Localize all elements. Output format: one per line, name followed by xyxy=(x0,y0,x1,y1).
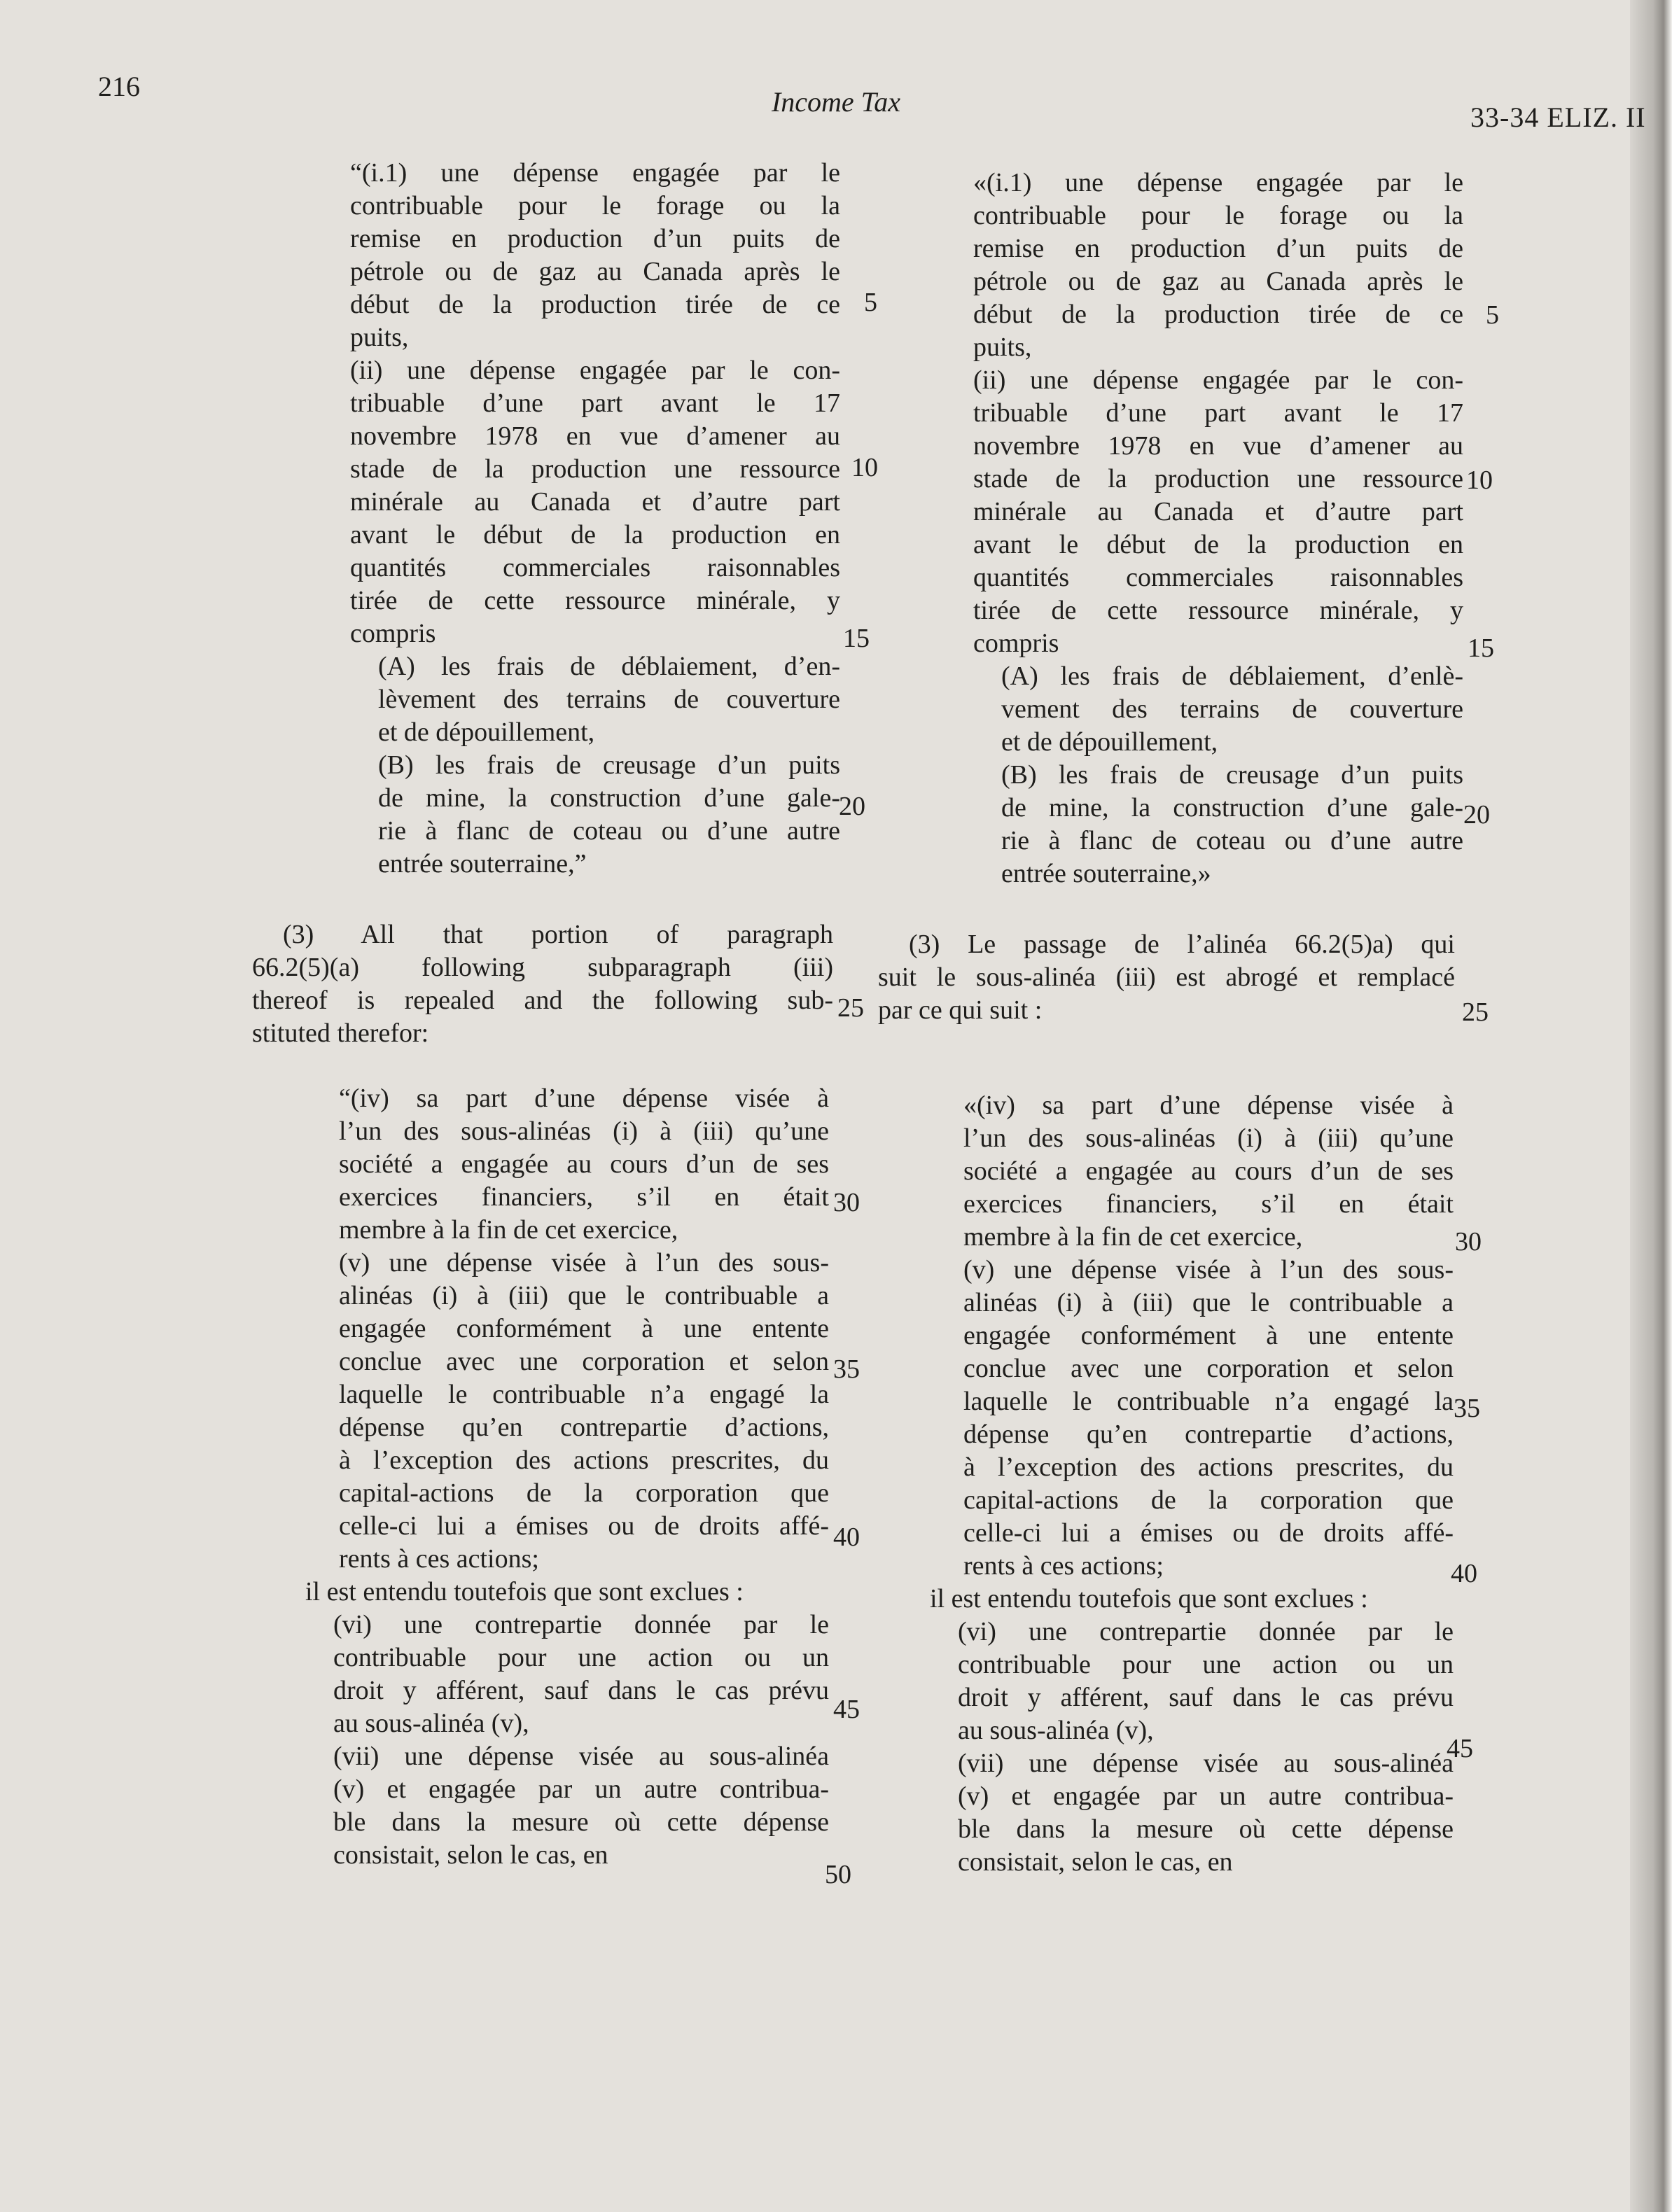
english-subparagraph-i1 xyxy=(350,157,840,881)
text-line: capital-actions de la corporation que xyxy=(963,1485,1454,1515)
french-paragraph-3 xyxy=(878,928,1455,1027)
text-line: (v) une dépense visée à l’un des sous- xyxy=(963,1255,1454,1284)
text-line: début de la production tirée de ce xyxy=(350,290,840,319)
text-line: (B) les frais de creusage d’un puits xyxy=(1001,760,1463,790)
text-line: avant le début de la production en xyxy=(973,530,1463,559)
text-line: (A) les frais de déblaiement, d’en- xyxy=(378,652,840,681)
text-line: conclue avec une corporation et selon xyxy=(963,1354,1454,1383)
line-number: 35 xyxy=(1454,1394,1480,1423)
text-line: de mine, la construction d’une gale- xyxy=(1001,793,1463,822)
text-line: tirée de cette ressource minérale, y xyxy=(973,596,1463,625)
text-line: alinéas (i) à (iii) que le contribuable a xyxy=(963,1288,1454,1317)
text-line: conclue avec une corporation et selon xyxy=(339,1347,829,1376)
text-line: à l’exception des actions prescrites, du xyxy=(339,1446,829,1475)
text-line: celle-ci lui a émises ou de droits affé- xyxy=(339,1511,829,1541)
text-line: (vi) une contrepartie donnée par le xyxy=(333,1610,829,1639)
line-number: 10 xyxy=(1466,465,1493,495)
text-line: consistait, selon le cas, en xyxy=(958,1847,1233,1877)
text-line: minérale au Canada et d’autre part xyxy=(973,497,1463,526)
english-paragraph-3 xyxy=(252,918,833,1050)
line-number: 10 xyxy=(851,453,878,482)
text-line: au sous-alinéa (v), xyxy=(958,1716,1154,1745)
text-line: minérale au Canada et d’autre part xyxy=(350,487,840,517)
text-line: l’un des sous-alinéas (i) à (iii) qu’une xyxy=(339,1116,829,1146)
text-line: “(iv) sa part d’une dépense visée à xyxy=(339,1084,829,1113)
text-line: et de dépouillement, xyxy=(378,718,595,747)
text-line: droit y afférent, sauf dans le cas prévu xyxy=(958,1683,1454,1712)
text-line: «(iv) sa part d’une dépense visée à xyxy=(963,1091,1454,1120)
text-line: (3) All that portion of paragraph xyxy=(283,920,833,949)
page-number: 216 xyxy=(98,71,140,102)
text-line: engagée conformément à une entente xyxy=(963,1321,1454,1350)
text-line: ble dans la mesure où cette dépense xyxy=(333,1807,829,1837)
text-line: (vii) une dépense visée au sous-alinéa xyxy=(958,1749,1454,1778)
text-line: puits, xyxy=(973,332,1032,362)
page-edge-shadow xyxy=(1630,0,1672,2212)
text-line: novembre 1978 en vue d’amener au xyxy=(973,431,1463,461)
text-line: dépense qu’en contrepartie d’actions, xyxy=(963,1420,1454,1449)
text-line: stade de la production une ressource xyxy=(973,464,1463,493)
text-line: (vii) une dépense visée au sous-alinéa xyxy=(333,1742,829,1771)
text-line: lèvement des terrains de couverture xyxy=(378,685,840,714)
text-line: société a engagée au cours d’un de ses xyxy=(963,1156,1454,1186)
text-line: laquelle le contribuable n’a engagé la xyxy=(339,1380,829,1409)
text-line: membre à la fin de cet exercice, xyxy=(339,1215,678,1245)
text-line: quantités commerciales raisonnables xyxy=(973,563,1463,592)
text-line: (B) les frais de creusage d’un puits xyxy=(378,750,840,780)
french-subparagraph-i1 xyxy=(973,167,1463,890)
text-line: «(i.1) une dépense engagée par le xyxy=(973,168,1463,197)
text-line: celle-ci lui a émises ou de droits affé- xyxy=(963,1518,1454,1548)
line-number: 15 xyxy=(843,624,870,653)
text-line: par ce qui suit : xyxy=(878,995,1043,1025)
text-line: alinéas (i) à (iii) que le contribuable a xyxy=(339,1281,829,1310)
text-line: tribuable d’une part avant le 17 xyxy=(973,398,1463,428)
line-number: 50 xyxy=(825,1860,851,1889)
text-line: rie à flanc de coteau ou d’une autre xyxy=(378,816,840,846)
text-line: compris xyxy=(973,629,1059,658)
text-line: contribuable pour le forage ou la xyxy=(973,201,1463,230)
text-line: puits, xyxy=(350,323,409,352)
text-line: 66.2(5)(a) following subparagraph (iii) xyxy=(252,953,833,982)
text-line: contribuable pour le forage ou la xyxy=(350,191,840,220)
text-line: droit y afférent, sauf dans le cas prévu xyxy=(333,1676,829,1705)
line-number: 20 xyxy=(839,792,865,821)
text-line: rie à flanc de coteau ou d’une autre xyxy=(1001,826,1463,855)
text-line: “(i.1) une dépense engagée par le xyxy=(350,158,840,188)
text-line: (vi) une contrepartie donnée par le xyxy=(958,1617,1454,1646)
text-line: (3) Le passage de l’alinéa 66.2(5)a) qui xyxy=(909,930,1455,959)
text-line: laquelle le contribuable n’a engagé la xyxy=(963,1387,1454,1416)
line-number: 25 xyxy=(1462,997,1489,1027)
text-line: engagée conformément à une entente xyxy=(339,1314,829,1343)
text-line: tribuable d’une part avant le 17 xyxy=(350,388,840,418)
text-line: au sous-alinéa (v), xyxy=(333,1709,529,1738)
text-line: (ii) une dépense engagée par le con- xyxy=(973,365,1463,395)
text-line: et de dépouillement, xyxy=(1001,727,1218,757)
line-number: 45 xyxy=(833,1695,860,1724)
text-line: exercices financiers, s’il en était xyxy=(339,1182,829,1212)
text-line: ble dans la mesure où cette dépense xyxy=(958,1814,1454,1844)
text-line: de mine, la construction d’une gale- xyxy=(378,783,840,813)
text-line: suit le sous-alinéa (iii) est abrogé et remplacé xyxy=(878,962,1455,992)
text-line: membre à la fin de cet exercice, xyxy=(963,1222,1303,1252)
line-number: 15 xyxy=(1468,634,1494,663)
text-line: quantités commerciales raisonnables xyxy=(350,553,840,582)
line-number: 35 xyxy=(833,1354,860,1384)
text-line: pétrole ou de gaz au Canada après le xyxy=(350,257,840,286)
text-line: remise en production d’un puits de xyxy=(973,234,1463,263)
text-line: dépense qu’en contrepartie d’actions, xyxy=(339,1413,829,1442)
text-line: il est entendu toutefois que sont exclues : xyxy=(930,1584,1368,1614)
line-number: 20 xyxy=(1463,800,1490,830)
text-line: pétrole ou de gaz au Canada après le xyxy=(973,267,1463,296)
text-line: rents à ces actions; xyxy=(339,1544,539,1574)
line-number: 30 xyxy=(833,1188,860,1217)
text-line: à l’exception des actions prescrites, du xyxy=(963,1452,1454,1482)
text-line: contribuable pour une action ou un xyxy=(958,1650,1454,1679)
line-number: 45 xyxy=(1447,1734,1473,1763)
text-line: entrée souterraine,» xyxy=(1001,859,1211,888)
text-line: (v) et engagée par un autre contribua- xyxy=(333,1774,829,1804)
text-line: il est entendu toutefois que sont exclues : xyxy=(305,1577,744,1606)
text-line: rents à ces actions; xyxy=(963,1551,1164,1581)
line-number: 40 xyxy=(833,1522,860,1552)
text-line: avant le début de la production en xyxy=(350,520,840,550)
text-line: entrée souterraine,” xyxy=(378,849,587,878)
text-line: thereof is repealed and the following sub- xyxy=(252,986,833,1015)
text-line: capital-actions de la corporation que xyxy=(339,1478,829,1508)
text-line: compris xyxy=(350,619,436,648)
text-line: stituted therefor: xyxy=(252,1018,429,1048)
text-line: stade de la production une ressource xyxy=(350,454,840,484)
text-line: (v) et engagée par un autre contribua- xyxy=(958,1782,1454,1811)
text-line: tirée de cette ressource minérale, y xyxy=(350,586,840,615)
text-line: l’un des sous-alinéas (i) à (iii) qu’une xyxy=(963,1124,1454,1153)
text-line: début de la production tirée de ce xyxy=(973,300,1463,329)
french-subparagraph-iv xyxy=(930,1089,1454,1879)
text-line: (v) une dépense visée à l’un des sous- xyxy=(339,1248,829,1278)
running-session: 33-34 ELIZ. II xyxy=(1470,102,1646,133)
text-line: remise en production d’un puits de xyxy=(350,224,840,253)
line-number: 5 xyxy=(1486,300,1499,330)
text-line: (A) les frais de déblaiement, d’enlè- xyxy=(1001,662,1463,691)
text-line: société a engagée au cours d’un de ses xyxy=(339,1149,829,1179)
text-line: exercices financiers, s’il en était xyxy=(963,1189,1454,1219)
line-number: 30 xyxy=(1455,1227,1482,1256)
line-number: 25 xyxy=(837,993,864,1023)
text-line: (ii) une dépense engagée par le con- xyxy=(350,356,840,385)
line-number: 5 xyxy=(864,288,877,317)
text-line: contribuable pour une action ou un xyxy=(333,1643,829,1672)
running-title: Income Tax xyxy=(771,86,901,118)
text-line: novembre 1978 en vue d’amener au xyxy=(350,421,840,451)
english-subparagraph-iv xyxy=(305,1082,829,1872)
text-line: vement des terrains de couverture xyxy=(1001,694,1463,724)
line-number: 40 xyxy=(1451,1559,1477,1588)
text-line: consistait, selon le cas, en xyxy=(333,1840,608,1870)
